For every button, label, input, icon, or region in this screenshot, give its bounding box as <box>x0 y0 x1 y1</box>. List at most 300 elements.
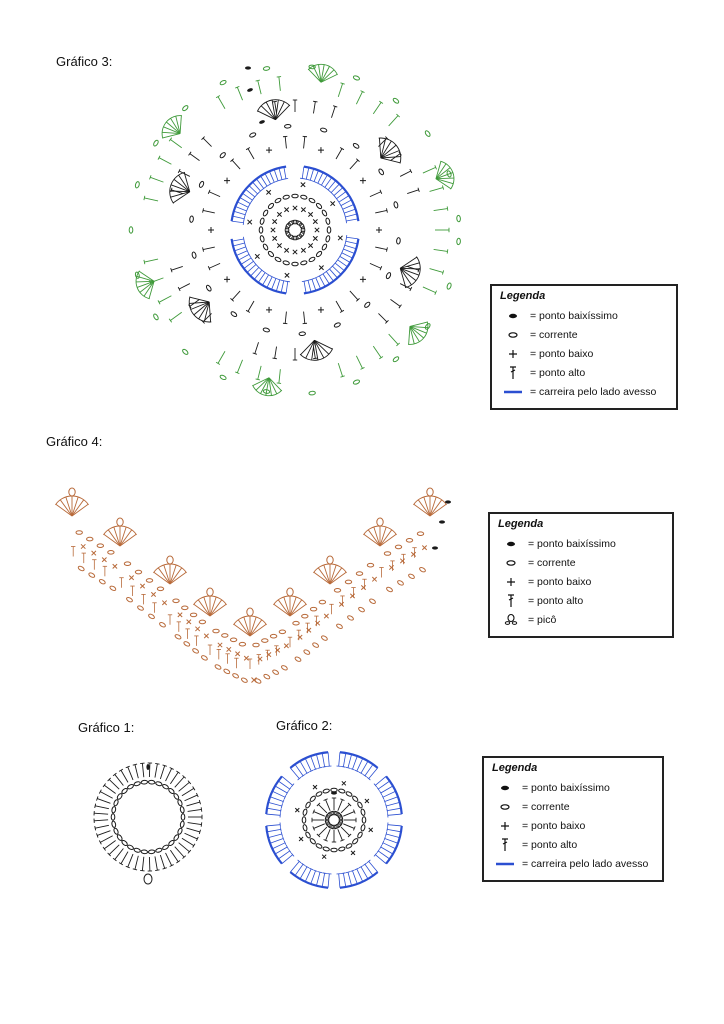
legend-row <box>498 572 664 591</box>
double-crochet-symbol <box>373 101 383 114</box>
single-crochet-symbol <box>301 248 305 252</box>
picot-symbol <box>377 518 383 526</box>
double-crochet-symbol <box>148 857 152 871</box>
double-crochet-symbol <box>423 165 437 173</box>
chain-symbol <box>219 374 226 380</box>
legend-row <box>492 797 654 816</box>
chart1-title: Gráfico 1: <box>78 720 135 735</box>
single-crochet-symbol <box>224 276 230 282</box>
chain-symbol <box>189 216 193 223</box>
single-crochet-symbol <box>244 656 248 660</box>
double-crochet-symbol <box>230 159 240 169</box>
chart2-title: Gráfico 2: <box>276 718 333 733</box>
double-crochet-symbol <box>390 299 401 308</box>
chain-symbol <box>292 262 298 266</box>
chain-symbol <box>111 806 116 813</box>
chain-symbol <box>325 218 330 225</box>
double-crochet-symbol <box>232 221 244 225</box>
chain-symbol <box>263 66 270 71</box>
single-crochet-symbol <box>342 781 346 785</box>
chain-symbol <box>300 260 307 265</box>
chain-symbol <box>199 620 205 624</box>
double-crochet-symbol <box>290 860 301 872</box>
shell-fan-symbol <box>273 596 306 616</box>
chain-symbol <box>406 539 412 543</box>
chain-symbol <box>287 220 294 226</box>
double-crochet-symbol <box>266 813 280 817</box>
double-crochet-symbol <box>329 604 333 614</box>
chain-symbol <box>162 784 169 790</box>
double-crochet-symbol <box>345 239 357 244</box>
double-crochet-symbol <box>386 832 400 838</box>
double-crochet-symbol <box>178 284 190 291</box>
single-crochet-symbol <box>301 207 305 211</box>
double-crochet-symbol <box>310 278 316 290</box>
chain-symbol <box>385 272 391 279</box>
double-crochet-symbol <box>341 827 351 837</box>
double-crochet-symbol <box>169 138 182 148</box>
double-crochet-symbol <box>423 287 437 295</box>
double-crochet-symbol <box>312 818 324 822</box>
double-crochet-symbol <box>185 629 189 639</box>
legend-label: = ponto baixíssimo <box>528 537 616 550</box>
double-crochet-symbol <box>379 568 383 578</box>
chain-symbol <box>331 788 337 792</box>
chain-symbol <box>199 181 205 188</box>
chain-symbol <box>223 668 230 674</box>
double-crochet-symbol <box>232 237 244 241</box>
chain-symbol <box>141 850 148 854</box>
shell-fan-symbol <box>257 100 290 120</box>
chain-symbol <box>111 814 115 820</box>
double-crochet-symbol <box>113 849 123 861</box>
chain-symbol <box>302 817 306 823</box>
blue-line-icon <box>492 861 518 867</box>
single-crochet-symbol <box>140 584 144 588</box>
single-crochet-symbol <box>187 620 191 624</box>
double-crochet-symbol <box>188 822 202 826</box>
double-crochet-symbol <box>158 296 171 305</box>
chain-symbol <box>393 201 398 208</box>
double-crochet-symbol <box>313 810 325 817</box>
chain-symbol <box>305 801 311 808</box>
double-crochet-symbol <box>322 753 327 767</box>
double-crochet-symbol <box>276 279 282 291</box>
double-crochet-symbol <box>343 209 355 215</box>
double-crochet-symbol <box>155 763 160 777</box>
double-crochet-symbol <box>308 169 314 181</box>
chain-symbol <box>334 589 340 593</box>
double-crochet-symbol <box>344 818 356 822</box>
double-crochet-symbol <box>166 768 174 782</box>
double-crochet-symbol <box>338 363 344 377</box>
chain-symbol <box>331 848 337 852</box>
legend-row <box>492 854 654 873</box>
slip-stitch-symbol <box>247 87 254 92</box>
single-crochet-symbol <box>247 220 251 224</box>
double-crochet-symbol <box>274 169 280 181</box>
double-crochet-symbol <box>338 83 344 97</box>
double-crochet-symbol <box>103 566 107 576</box>
chart3-title: Gráfico 3: <box>56 54 113 69</box>
chain-symbol <box>262 243 268 250</box>
double-crochet-symbol <box>155 856 160 870</box>
chain-symbol <box>386 586 393 592</box>
double-crochet-symbol <box>389 334 400 346</box>
chain-symbol <box>283 260 290 265</box>
legend-label: = ponto alto <box>522 838 578 851</box>
chain-symbol <box>274 256 281 262</box>
chain-symbol <box>319 600 325 604</box>
chain-symbol <box>241 677 248 683</box>
shell-fan-symbol <box>103 526 136 546</box>
chain-symbol <box>417 532 423 536</box>
double-crochet-symbol <box>249 186 259 196</box>
chain-symbol <box>127 784 134 790</box>
double-crochet-symbol <box>194 636 198 646</box>
double-crochet-symbol <box>302 281 306 293</box>
double-crochet-symbol <box>306 280 311 292</box>
single-crochet-symbol <box>285 273 289 277</box>
single-crochet-symbol <box>313 236 317 240</box>
chain-symbol <box>396 238 400 245</box>
single-crochet-symbol <box>113 564 117 568</box>
chain-symbol <box>315 791 322 797</box>
legend-row <box>492 835 654 854</box>
double-crochet-symbol <box>168 615 172 625</box>
double-crochet-symbol <box>336 147 344 158</box>
chain-symbol <box>168 788 175 795</box>
slip-stitch-symbol <box>245 66 251 69</box>
double-crochet-symbol <box>346 754 352 768</box>
legend-row <box>500 344 668 363</box>
legend-label: = picô <box>528 613 557 626</box>
double-crochet-symbol <box>216 96 225 109</box>
chain-symbol <box>155 781 162 786</box>
double-crochet-symbol <box>185 793 199 801</box>
double-crochet-symbol <box>400 169 412 176</box>
double-crochet-symbol <box>234 211 246 217</box>
double-crochet-symbol <box>179 781 191 792</box>
chain-symbol <box>353 75 360 81</box>
chain-symbol <box>192 252 197 259</box>
double-crochet-symbol <box>235 360 242 374</box>
single-crochet-symbol <box>338 236 342 240</box>
double-crochet-symbol <box>208 263 220 270</box>
double-crochet-symbol <box>144 259 158 264</box>
chain-symbol <box>214 664 221 670</box>
chain-symbol <box>315 843 322 849</box>
chain-symbol <box>177 828 183 835</box>
double-crochet-symbol <box>341 873 346 887</box>
picot-symbol <box>247 608 253 616</box>
double-crochet-symbol <box>346 219 358 223</box>
single-crochet-icon <box>498 577 524 587</box>
legend-label: = ponto alto <box>528 594 584 607</box>
single-crochet-symbol <box>129 576 133 580</box>
double-crochet-symbol <box>268 832 282 838</box>
double-crochet-symbol <box>99 836 112 845</box>
double-crochet-symbol <box>279 168 284 180</box>
double-crochet-symbol <box>133 856 139 870</box>
double-crochet-symbol <box>367 860 378 872</box>
double-crochet-symbol <box>270 836 284 843</box>
chain-symbol <box>260 235 265 242</box>
chain-symbol <box>352 838 359 845</box>
chain-symbol <box>239 642 245 646</box>
chart3-diagram <box>110 50 490 410</box>
double-crochet-symbol <box>182 787 195 796</box>
single-crochet-symbol <box>318 307 324 313</box>
shell-fan-symbol <box>313 564 346 584</box>
legend-row <box>492 778 654 797</box>
single-crochet-symbol <box>376 227 382 233</box>
chain-symbol <box>338 846 345 851</box>
double-crochet-symbol <box>313 824 325 831</box>
single-crochet-symbol <box>351 851 355 855</box>
chain-symbol <box>262 209 268 216</box>
double-crochet-symbol <box>103 841 116 851</box>
double-crochet-symbol <box>203 208 215 213</box>
slip-stitch-symbol <box>259 119 266 124</box>
chain-symbol <box>121 840 128 847</box>
chart4-diagram <box>50 470 470 690</box>
chain-symbol <box>260 218 265 225</box>
double-crochet-symbol <box>430 269 444 275</box>
chain-symbol <box>192 648 199 654</box>
legend-label: = ponto baixíssimo <box>530 309 618 322</box>
double-crochet-symbol <box>346 235 358 239</box>
chain-icon <box>498 559 524 567</box>
picot-symbol <box>117 518 123 526</box>
slip-stitch-symbol <box>331 791 337 794</box>
chain-symbol <box>108 551 114 555</box>
double-crochet-symbol <box>297 630 301 640</box>
chain-symbol <box>201 655 208 661</box>
chain-symbol <box>321 209 327 216</box>
single-crochet-symbol <box>308 212 312 216</box>
double-crochet-symbol <box>370 263 382 270</box>
double-crochet-symbol <box>305 623 309 633</box>
double-crochet-symbol <box>337 752 341 766</box>
chain-symbol <box>305 831 311 838</box>
legend-label: = corrente <box>530 328 578 341</box>
chain-symbol <box>323 846 330 851</box>
chain-symbol <box>134 848 141 853</box>
chain-symbol <box>338 788 345 793</box>
chain-symbol <box>219 152 226 159</box>
double-crochet-symbol <box>282 776 294 787</box>
double-crochet-symbol <box>311 870 318 884</box>
single-crochet-symbol <box>284 644 288 648</box>
double-crochet-symbol <box>304 168 309 180</box>
single-crochet-symbol <box>272 219 276 223</box>
double-crochet-symbol <box>169 312 182 322</box>
single-crochet-symbol <box>208 227 214 233</box>
double-crochet-symbol <box>434 249 448 253</box>
single-crochet-symbol <box>266 307 272 313</box>
double-crochet-symbol <box>332 830 336 842</box>
legend-label: = ponto baixíssimo <box>522 781 610 794</box>
single-crochet-symbol <box>178 613 182 617</box>
chain-symbol <box>180 821 185 828</box>
single-crochet-symbol <box>224 178 230 184</box>
single-crochet-symbol <box>389 565 393 569</box>
chain-symbol <box>299 332 306 336</box>
single-crochet-symbol <box>272 236 276 240</box>
chain-symbol <box>308 256 315 262</box>
shell-fan-symbol <box>153 564 186 584</box>
double-crochet-symbol <box>303 312 307 324</box>
legend-label: = carreira pelo lado avesso <box>530 385 657 398</box>
chain-symbol <box>316 202 323 209</box>
double-crochet-symbol <box>338 829 345 841</box>
chain-symbol <box>408 573 415 579</box>
single-crochet-symbol <box>411 552 415 556</box>
double-crochet-symbol <box>327 874 331 888</box>
double-crochet-symbol <box>94 819 108 823</box>
shell-fan-symbol <box>233 616 266 636</box>
chain-symbol <box>334 322 341 328</box>
shell-fan-symbol <box>408 321 428 344</box>
single-crochet-symbol <box>318 147 324 153</box>
double-crochet-symbol <box>92 560 96 570</box>
chain-symbol <box>126 597 133 603</box>
double-crochet-symbol <box>388 823 402 827</box>
double-crochet-symbol <box>130 586 134 596</box>
chain-symbol <box>279 630 285 634</box>
single-crochet-symbol <box>339 602 343 606</box>
double-crochet-symbol <box>202 137 212 147</box>
double-crochet-symbol <box>208 645 212 655</box>
chain-symbol <box>302 614 308 618</box>
double-crochet-symbol <box>350 870 357 884</box>
double-crochet-symbol <box>311 756 318 770</box>
single-crochet-symbol <box>252 678 257 683</box>
chain-symbol <box>347 615 354 621</box>
chain-symbol <box>284 124 291 128</box>
double-crochet-symbol <box>119 578 123 588</box>
picot-symbol <box>207 588 213 596</box>
double-crochet-symbol <box>435 228 449 232</box>
chain-symbol <box>336 623 343 629</box>
shell-fan-symbol <box>413 496 446 516</box>
double-crochet-symbol <box>284 167 288 179</box>
legend-row <box>500 306 668 325</box>
double-crochet-symbol <box>345 214 357 219</box>
picot-symbol <box>287 588 293 596</box>
single-crochet-symbol <box>315 228 319 232</box>
single-crochet-symbol <box>92 551 96 555</box>
chain-symbol <box>299 222 305 229</box>
chain-symbol <box>272 669 279 675</box>
single-crochet-symbol <box>350 594 354 598</box>
single-crochet-symbol <box>369 828 373 832</box>
single-crochet-symbol <box>218 643 222 647</box>
slip-stitch-symbol <box>439 520 445 523</box>
double-crochet-symbol <box>281 280 286 292</box>
chain-symbol <box>267 202 274 209</box>
double-crochet-symbol <box>317 827 327 837</box>
chain-symbol <box>222 634 228 638</box>
single-crochet-symbol <box>227 647 231 651</box>
chain-symbol <box>116 834 123 841</box>
double-crochet-symbol <box>332 798 336 810</box>
double-crochet-symbol <box>384 836 398 843</box>
double-crochet-symbol <box>246 147 254 158</box>
double-crochet-symbol <box>82 553 86 563</box>
chain-symbol <box>312 642 319 648</box>
double-crochet-symbol <box>434 206 448 210</box>
double-crochet-symbol <box>175 775 186 787</box>
double-crochet-symbol <box>119 852 128 865</box>
legend-row <box>498 591 664 610</box>
double-crochet-symbol <box>188 815 202 819</box>
double-crochet-symbol <box>186 800 200 806</box>
double-crochet-symbol <box>288 637 292 647</box>
double-crochet-symbol <box>283 136 287 148</box>
double-crochet-symbol <box>314 616 318 626</box>
legend-label: = ponto baixo <box>528 575 592 588</box>
chart4-title: Gráfico 4: <box>46 434 103 449</box>
slip-stitch-icon <box>500 312 526 320</box>
double-crochet-symbol <box>170 771 180 784</box>
chain-symbol <box>168 840 175 847</box>
chain-symbol <box>367 563 373 567</box>
double-crochet-symbol <box>99 790 112 799</box>
single-crochet-symbol <box>81 544 85 548</box>
chain-symbol <box>219 80 226 86</box>
chain-symbol <box>353 379 360 385</box>
double-crochet-symbol <box>233 216 245 221</box>
single-crochet-symbol <box>361 585 365 589</box>
chain-symbol <box>157 587 163 591</box>
chain-symbol <box>321 243 327 250</box>
double-crochet-symbol <box>235 86 242 100</box>
chain-symbol <box>283 195 290 200</box>
double-crochet-symbol <box>171 266 183 272</box>
double-crochet-symbol <box>230 291 240 301</box>
double-crochet-symbol <box>412 548 416 558</box>
double-crochet-symbol <box>350 159 360 169</box>
double-crochet-symbol <box>293 348 297 360</box>
double-crochet-symbol <box>378 313 388 323</box>
double-crochet-symbol <box>272 347 276 359</box>
chain-symbol <box>155 848 162 853</box>
single-crochet-symbol <box>284 248 288 252</box>
single-crochet-symbol <box>322 855 326 859</box>
chain-symbol <box>345 791 352 797</box>
chart1-diagram <box>90 755 210 885</box>
chain-symbol <box>87 537 93 541</box>
chain-symbol <box>249 132 256 138</box>
double-crochet-symbol <box>97 831 111 838</box>
chain-symbol <box>369 598 376 604</box>
single-crochet-symbol <box>277 212 281 216</box>
chart3-legend <box>490 284 678 410</box>
chain-symbol <box>281 665 288 671</box>
chain-symbol <box>180 806 185 813</box>
double-crochet-symbol <box>233 241 245 246</box>
chain-symbol <box>310 607 316 611</box>
chain-symbol <box>358 606 365 612</box>
chain-symbol <box>141 780 148 784</box>
single-crochet-symbol <box>102 558 106 562</box>
double-crochet-symbol <box>337 874 341 888</box>
chain-icon <box>500 331 526 339</box>
chain-symbol <box>457 238 461 245</box>
double-crochet-icon <box>500 366 526 380</box>
